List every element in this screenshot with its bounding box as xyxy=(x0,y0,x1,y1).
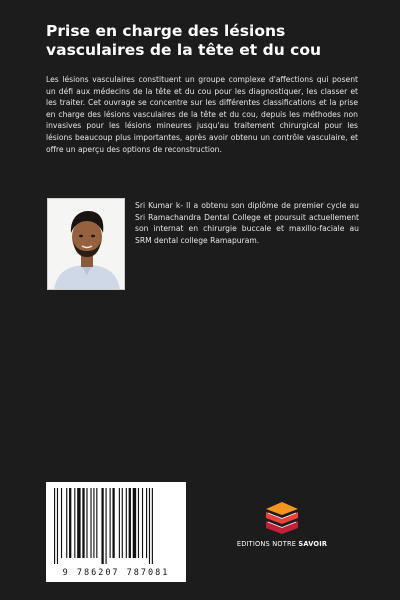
barcode-bar xyxy=(138,488,139,558)
barcode-bar xyxy=(66,488,67,558)
barcode-bar xyxy=(93,488,94,558)
barcode-bar xyxy=(133,488,136,558)
publisher-name-prefix: EDITIONS NOTRE xyxy=(236,540,299,548)
barcode-bar xyxy=(152,488,153,564)
barcode-bar xyxy=(96,488,97,558)
barcode-bar xyxy=(129,488,131,558)
barcode-bar xyxy=(74,488,75,558)
barcode-bars xyxy=(46,482,186,566)
publisher-name xyxy=(232,540,332,548)
barcode-bar xyxy=(119,488,120,558)
barcode-bar xyxy=(106,488,107,564)
barcode-bar xyxy=(112,488,114,558)
barcode-bar xyxy=(86,488,87,558)
isbn-number: 9 786207 787081 xyxy=(62,568,170,578)
book-summary: Les lésions vasculaires constituent un groupe complexe d'affections qui posent un défi aux médecins de la tête et du cou pour les diagnostiquer, les classer et les traiter. Cet ouvrage se concentre sur les différentes classifications et la prise en charge des lésions vasculaires de la tête et du cou, depuis les méthodes non invasives pour les lésions mineures jusqu'au traitement chirurgical pour les lésions beaucoup plus importantes, après avoir obtenu un contrôle vasculaire, et offre un aperçu des options de reconstruction. xyxy=(46,75,358,154)
barcode-bar xyxy=(90,488,91,558)
barcode-bar xyxy=(61,488,62,558)
barcode-bar xyxy=(57,488,58,564)
book-title: Prise en charge des lésions vasculaires de la tête et du cou xyxy=(46,22,322,59)
barcode-bar xyxy=(110,488,111,558)
barcode-bar xyxy=(69,488,71,558)
author-portrait-illustration xyxy=(48,199,125,290)
isbn-barcode xyxy=(46,482,186,582)
author-bio: Sri Kumar k- ll a obtenu son diplôme de premier cycle au Sri Ramachandra Dental College et poursuit actuellement son internat en chirurgie buccale et maxillo-faciale au SRM dental college Ramapuram. xyxy=(135,201,359,245)
barcode-bar xyxy=(54,488,55,564)
author-photo xyxy=(47,198,125,290)
barcode-bar xyxy=(149,488,150,564)
barcode-bar xyxy=(82,488,84,558)
barcode-bar xyxy=(126,488,127,558)
publisher-name-bold: SAVOIR xyxy=(298,540,328,548)
barcode-bar xyxy=(122,488,123,558)
barcode-bar xyxy=(101,488,103,564)
book-stack-icon xyxy=(262,500,302,536)
barcode-bar xyxy=(146,488,147,558)
barcode-bar xyxy=(77,488,80,558)
barcode-bar xyxy=(142,488,143,558)
